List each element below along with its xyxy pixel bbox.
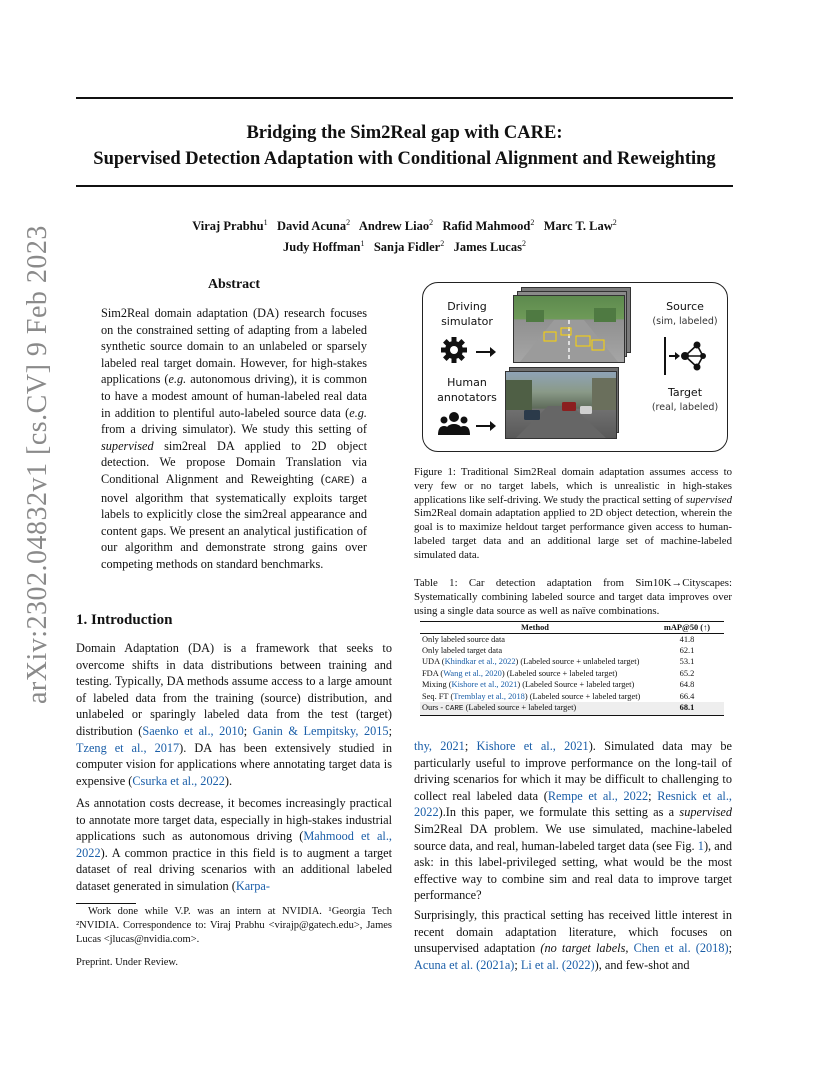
cell-text: ) (Labeled source + labeled target) [501, 668, 618, 678]
care-name: CARE [445, 704, 464, 713]
paper-title [76, 120, 733, 172]
citation-link[interactable]: Li et al. (2022) [520, 957, 595, 972]
value-cell: 66.4 [679, 691, 695, 701]
value-cell: 65.2 [679, 668, 695, 678]
abstract-heading: Abstract [207, 277, 261, 292]
cell-text: Mixing ( [422, 680, 452, 690]
value-cell: 41.8 [679, 634, 695, 644]
text-span: ). [224, 773, 233, 788]
abstract-span: ) a novel algorithm that systematically exploits target labels to explicitly close the sim2real appearance and content gaps. We present an analytical justification of our algorithm and demonstrate strong gains over competing methods on standard benchmarks. [101, 471, 367, 571]
text-span: ). A common practice in this field is to augment a target dataset of real driving scenarios with an additional labeled dataset generated in simulation ( [76, 845, 392, 893]
table-row [420, 668, 724, 679]
author: David Acuna [277, 219, 347, 234]
author-line-2 [76, 235, 733, 256]
real-driving-image [505, 371, 617, 439]
cell-text: (Labeled source + labeled target) [463, 702, 577, 712]
text-span: Surprisingly, this practical setting has received little interest in recent domain adaptation literature, which focuses on unsupervised adaptation [414, 908, 732, 956]
figure-label-target: Target [667, 386, 703, 399]
text-span: ). Simulated data may be particularly useful to improve performance on the long-tail of driving scenarios for which it may be difficult to challenging to collect real labeled data ( [414, 739, 732, 803]
figure-text: Human [447, 376, 487, 389]
author: Judy Hoffman [283, 240, 361, 255]
text-span: supervised [679, 805, 732, 820]
title-rule-bottom [76, 185, 733, 187]
abstract-span: e.g. [168, 372, 187, 387]
citation-link[interactable]: Rempe et al., 2022 [547, 788, 649, 803]
citation-link[interactable]: Csurka et al., 2022 [132, 773, 225, 788]
table-row [420, 691, 724, 702]
title-rule-top [76, 97, 733, 99]
figure-label-human-annotators [429, 375, 505, 405]
cell-text: ) (Labeled source + unlabeled target) [515, 657, 640, 667]
citation-link[interactable]: Ganin & Lempitsky, 2015 [252, 723, 389, 738]
cell-text: Seq. FT ( [422, 691, 454, 701]
table-row [420, 657, 724, 668]
title-line-2: Supervised Detection Adaptation with Conditional Alignment and Reweighting [93, 149, 716, 169]
value-cell: 64.8 [679, 680, 695, 690]
figure-1 [422, 282, 728, 452]
method-cell [420, 657, 650, 668]
abstract-span: autonomous driving), it is common to have a modest amount of human-labeled real data in addition to plentiful auto-labeled source data ( [101, 372, 368, 420]
citation-link[interactable]: Karpa- [235, 878, 270, 893]
citation-link[interactable]: Mahmood et al., 2022 [76, 829, 392, 860]
figure-label-target-sub: (real, labeled) [651, 402, 719, 413]
cell-text: ) (Labeled source + labeled target) [524, 691, 641, 701]
text-span: ).In this paper, we formulate this setting as a [438, 805, 680, 820]
citation-link[interactable]: Khindkar et al., 2022 [444, 657, 516, 667]
author-line-1 [76, 214, 733, 235]
author: Rafid Mahmood [442, 219, 531, 234]
table-row [420, 634, 724, 646]
table-row [420, 680, 724, 691]
text-span: ; [648, 788, 658, 803]
abstract-span: e.g. [349, 405, 367, 420]
author-affiliation: 2 [429, 218, 434, 227]
cell-text: UDA ( [422, 657, 445, 667]
author: Viraj Prabhu [192, 219, 264, 234]
footnote-rule [76, 903, 136, 904]
author: Andrew Liao [358, 219, 430, 234]
column-header-map: mAP@50 (↑) [650, 622, 724, 634]
section-heading-introduction: 1. Introduction [76, 612, 173, 628]
text-span: Domain Adaptation (DA) is a framework that seeks to overcome shifts in data distributions between training and testing. Typically, DA methods assume access to a large amount of labeled data from the training (source) distribution, and unlabeled or sparingly labeled data from the test (target) distribution ( [76, 641, 392, 738]
preprint-note: Preprint. Under Review. [76, 957, 178, 968]
method-cell [420, 668, 650, 679]
abstract-text [101, 305, 367, 573]
text-span: ). DA has been extensively studied in computer vision for applications where annotating target data is expensive ( [76, 740, 392, 788]
text-span: ; [728, 941, 732, 956]
caption-span: supervised [685, 493, 732, 506]
sim-driving-image [513, 295, 625, 363]
citation-link[interactable]: Kishore et al., 2021 [476, 739, 589, 753]
author: Marc T. Law [543, 219, 613, 234]
intro-paragraph-2 [76, 795, 392, 895]
author-affiliation: 2 [530, 218, 535, 227]
arxiv-stamp-container [22, 225, 62, 704]
arrow-right-icon [475, 343, 497, 362]
author: Sanja Fidler [373, 240, 441, 255]
citation-link[interactable]: Resnick et al., 2022 [414, 788, 732, 820]
citation-link[interactable]: thy, 2021 [414, 739, 465, 753]
arrow-right-icon [475, 417, 497, 436]
citation-link[interactable]: Kishore et al., 2021 [451, 680, 518, 690]
table-row [420, 645, 724, 656]
method-cell [420, 634, 650, 646]
value-cell: 62.1 [679, 645, 695, 655]
citation-link[interactable]: Saenko et al., 2010 [142, 723, 244, 738]
gear-icon [439, 335, 469, 369]
author-affiliation: 1 [263, 218, 268, 227]
abstract-span: supervised [101, 438, 154, 453]
text-span: ; [514, 957, 521, 972]
right-paragraph-1 [414, 738, 732, 904]
citation-link[interactable]: Acuna et al. (2021a) [414, 957, 515, 972]
caption-span: Sim2Real domain adaptation applied to 2D object detection, wherein the goal is to maximize heldout target performance given access to human-labeled target data and an additional large set of machine-labeled simulated data. [414, 507, 732, 561]
figure-text: Driving [447, 300, 487, 313]
text-span: ; [243, 723, 253, 738]
text-span: ), and few-shot and [594, 957, 690, 972]
cell-text: Only labeled target data [422, 645, 503, 655]
author-affiliation: 2 [346, 218, 351, 227]
citation-link[interactable]: Tremblay et al., 2018 [453, 691, 525, 701]
author-affiliation: 2 [612, 218, 617, 227]
cell-text: ) (Labeled Source + labeled target) [517, 680, 635, 690]
figure-ref-link[interactable]: 1 [697, 838, 704, 853]
abstract-span: Sim2Real domain adaptation (DA) research focuses on the constrained setting of adapting from a labeled synthetic source domain to an unlabeled or sparsely labeled real target domain. However, for high-stakes applications ( [101, 306, 367, 387]
cell-text: Ours - [422, 702, 446, 712]
value-cell: 53.1 [679, 657, 695, 667]
people-icon [437, 409, 471, 443]
value-cell: 68.1 [650, 702, 724, 715]
caption-span: Figure 1: Traditional Sim2Real domain adaptation assumes access to very few or no target labels, which is unrealistic in high-stakes applications like self-driving. We study the practical setting of [414, 466, 732, 506]
intro-paragraph-1 [76, 640, 392, 789]
text-span: As annotation costs decrease, it becomes increasingly practical to annotate more target data, especially in high-stakes industrial applications such as autonomous driving ( [76, 796, 392, 844]
author-affiliation: 1 [360, 239, 365, 249]
table-1 [420, 621, 724, 716]
citation-link[interactable]: Chen et al. (2018) [633, 941, 729, 956]
right-paragraph-2 [414, 907, 732, 973]
citation-link[interactable]: Tzeng et al., 2017 [76, 740, 180, 755]
figure-label-driving-simulator [429, 299, 505, 329]
footnote: Work done while V.P. was an intern at NVIDIA. ¹Georgia Tech ²NVIDIA. Correspondence to: Viraj Prabhu <virajp@gatech.edu>, James Lucas <jlucas@nvidia.com>. [76, 906, 392, 945]
arxiv-stamp: arXiv:2302.04832v1 [cs.CV] 9 Feb 2023 [22, 225, 53, 704]
method-cell [420, 702, 650, 715]
figure-1-caption [414, 466, 732, 563]
author-affiliation: 2 [521, 239, 526, 249]
text-span: ; [388, 723, 392, 738]
method-cell [420, 691, 650, 702]
table-row-ours [420, 702, 724, 715]
method-cell [420, 680, 650, 691]
figure-text: annotators [437, 391, 497, 404]
figure-label-source: Source [666, 300, 704, 313]
text-span: ), and ask: in this label-privileged setting, what would be the most effective way to combine sim and real data to improve target performance? [414, 838, 733, 903]
care-name: CARE [324, 474, 351, 487]
method-cell [420, 645, 650, 656]
author: James Lucas [453, 240, 522, 255]
citation-link[interactable]: Wang et al., 2020 [443, 668, 502, 678]
cell-text: FDA ( [422, 668, 444, 678]
abstract-span: from a driving simulator). We study this setting of [101, 422, 367, 437]
text-span: ; [464, 739, 477, 753]
column-header-method: Method [420, 622, 650, 634]
title-line-1: Bridging the Sim2Real gap with CARE: [246, 123, 563, 143]
abstract-span: sim2real DA applied to 2D object detection. We propose Domain Translation via Conditional Alignment and Reweighting ( [101, 438, 367, 486]
author-affiliation: 2 [440, 239, 445, 249]
text-span: Sim2Real DA problem. We use simulated, machine-labeled source data, and real, human-labeled target data (see Fig. [414, 821, 732, 853]
figure-label-source-sub: (sim, labeled) [652, 316, 718, 327]
figure-text: simulator [441, 315, 493, 328]
table-1-caption: Table 1: Car detection adaptation from Sim10K→Cityscapes: Systematically combining labeled source and target data improves over using a single data source as well as naïve combinations. [414, 577, 732, 617]
network-icon [659, 333, 707, 383]
author-list [76, 214, 733, 256]
cell-text: Only labeled source data [422, 634, 506, 644]
table-header-row [420, 622, 724, 634]
text-span: (no target labels, [540, 941, 634, 956]
